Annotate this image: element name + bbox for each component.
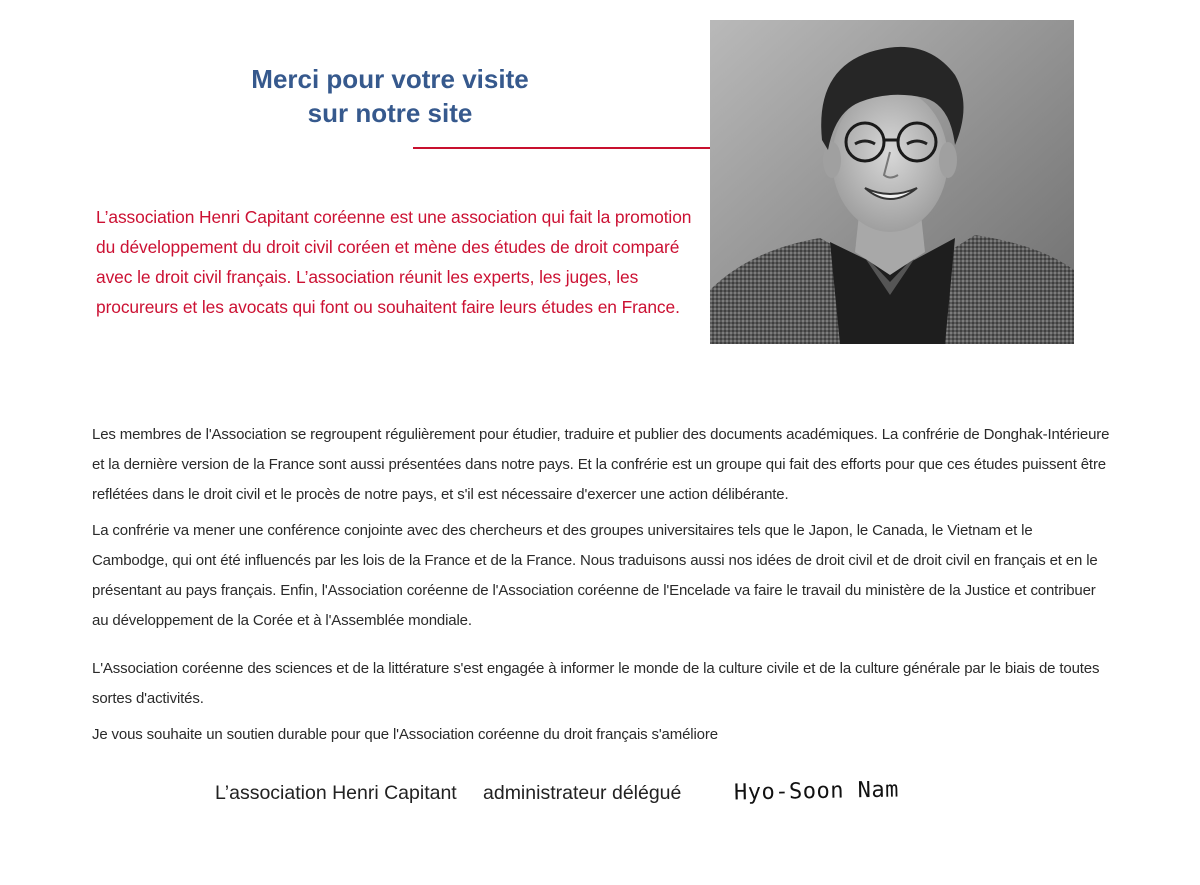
intro-text: L’association Henri Capitant coréenne est une association qui fait la promotion du développement du droit civil coréen et mène des études de droit comparé avec le droit civil français. L’association réunit les experts, les juges, les procureurs et les avocats qui font ou souhaitent faire leurs études en France. [96,207,692,317]
page-title [210,62,570,130]
signature-name: Hyo-Soon Nam [733,777,900,806]
portrait-photo [710,20,1074,344]
body-paragraph-3: L'Association coréenne des sciences et de la littérature s'est engagée à informer le monde de la culture civile et de la culture générale par le biais de toutes sortes d'activités. [92,660,1100,707]
signature-organization: L’association Henri Capitant [215,782,457,804]
page-title-line2: sur notre site [307,98,473,128]
page-title-line1: Merci pour votre visite [251,64,529,94]
body-paragraph-4: Je vous souhaite un soutien durable pour que l'Association coréenne du droit français s'améliore [92,726,718,743]
signature-line [215,778,681,808]
body-paragraph-2: La confrérie va mener une conférence conjointe avec des chercheurs et des groupes universitaires tels que le Japon, le Canada, le Vietnam et le Cambodge, qui ont été influencés par les lois de la France et de la France. Nous traduisons aussi nos idées de droit civil et de droit civil en français et en le présentant au pays français. Enfin, l'Association coréenne de l'Association coréenne de l'Encelade va faire le travail du ministère de la Justice et contribuer au développement de la Corée et à l'Assemblée mondiale. [92,522,1098,629]
portrait-photo-icon [710,20,1074,344]
body-paragraph-1: Les membres de l'Association se regroupent régulièrement pour étudier, traduire et publier des documents académiques. La confrérie de Donghak-Intérieure et la dernière version de la France sont aussi présentées dans notre pays. Et la confrérie est un groupe qui fait des efforts pour que ces études puissent être reflétées dans le droit civil et le procès de notre pays, et s'il est nécessaire d'exercer une action délibérante. [92,426,1110,503]
signature-role: administrateur délégué [483,782,682,804]
